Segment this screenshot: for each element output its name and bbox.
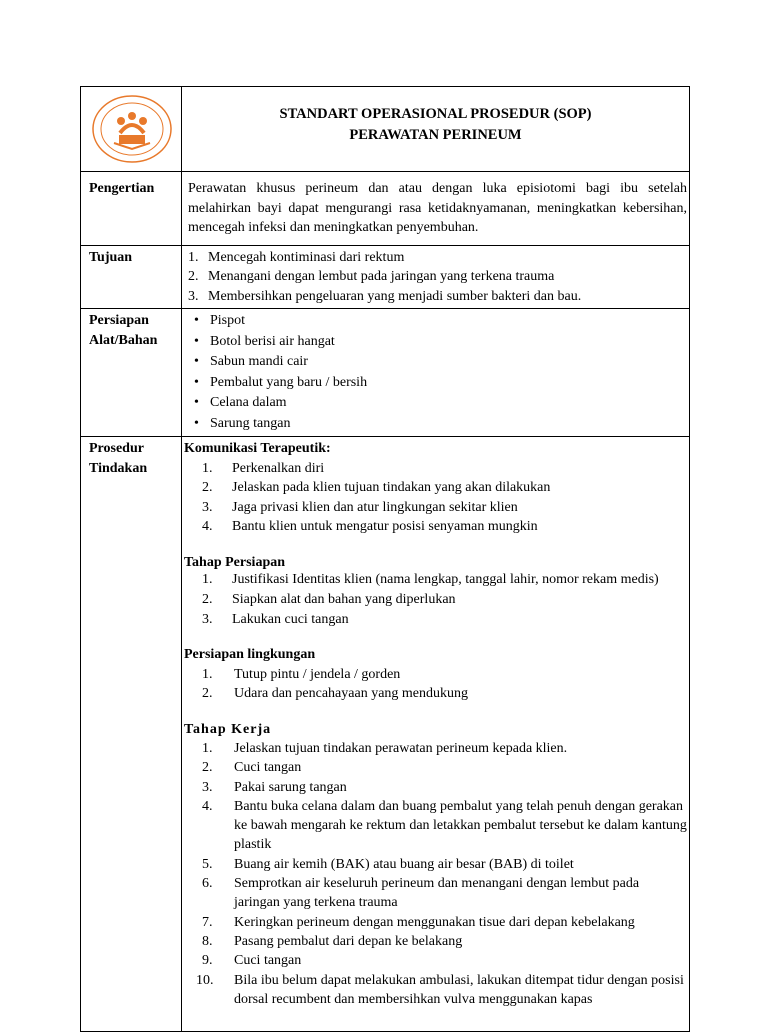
list-item: 2. Jelaskan pada klien tujuan tindakan yang akan dilakukan xyxy=(202,480,551,495)
list-item: 1. Mencegah kontiminasi dari rektum xyxy=(188,249,405,265)
title-cell xyxy=(182,87,690,172)
list-item: • Pembalut yang baru / bersih xyxy=(194,374,368,390)
pengertian-row xyxy=(81,172,690,246)
list-item: 4. Bantu klien untuk mengatur posisi senyaman mungkin xyxy=(202,519,538,534)
tujuan-row xyxy=(81,245,690,309)
tujuan-label: Tujuan xyxy=(81,245,182,309)
document-title: STANDART OPERASIONAL PROSEDUR (SOP) xyxy=(279,106,592,122)
persiapan-row xyxy=(81,309,690,437)
section-title: Komunikasi Terapeutik: xyxy=(184,441,331,456)
prosedur-content xyxy=(182,437,690,1032)
header-row xyxy=(81,87,690,172)
list-item: • Botol berisi air hangat xyxy=(194,333,335,349)
document-subtitle: PERAWATAN PERINEUM xyxy=(349,127,522,143)
list-item: 2. Udara dan pencahayaan yang mendukung xyxy=(202,686,469,701)
list-item: 8. Pasang pembalut dari depan ke belakang xyxy=(202,933,463,949)
section-title: Persiapan lingkungan xyxy=(184,647,316,662)
list-item: 2. Cuci tangan xyxy=(202,760,302,776)
list-item: 6. Semprotkan air keseluruh perineum dan menangani dengan lembut pada jaringan yang terkena trauma xyxy=(202,876,640,911)
persiapan-label: Persiapan Alat/Bahan xyxy=(81,309,182,437)
prosedur-label: Prosedur Tindakan xyxy=(81,437,182,1032)
list-item: 1. Justifikasi Identitas klien (nama lengkap, tanggal lahir, nomor rekam medis) xyxy=(202,572,659,587)
list-item: • Pispot xyxy=(194,313,246,328)
institution-logo xyxy=(90,93,174,165)
list-item: 4. Bantu buka celana dalam dan buang pembalut yang telah penuh dengan gerakan ke bawah mengarah ke rektum dan letakkan pembalut tersebut ke dalam kantung plastik xyxy=(202,798,687,853)
pengertian-text: Perawatan khusus perineum dan atau dengan luka episiotomi bagi ibu setelah melahirkan bayi dapat mengurangi rasa ketidaknyamanan, meningkatkan kebersihan, mencegah infeksi dan meningkatkan penyembuhan. xyxy=(182,172,690,246)
list-item: 2. Menangani dengan lembut pada jaringan yang terkena trauma xyxy=(188,269,555,284)
list-item: 1. Perkenalkan diri xyxy=(202,460,325,476)
list-item: • Sarung tangan xyxy=(194,415,291,431)
list-item: 2. Siapkan alat dan bahan yang diperlukan xyxy=(202,592,456,607)
sop-table xyxy=(80,86,690,1032)
list-item: 3. Jaga privasi klien dan atur lingkungan sekitar klien xyxy=(202,499,518,515)
section-title: Tahap Persiapan xyxy=(184,554,286,570)
list-item: • Sabun mandi cair xyxy=(194,354,308,369)
list-item: 7. Keringkan perineum dengan menggunakan tisue dari depan kebelakang xyxy=(202,914,635,930)
pengertian-label: Pengertian xyxy=(81,172,182,246)
list-item: 5. Buang air kemih (BAK) atau buang air besar (BAB) di toilet xyxy=(202,856,574,872)
list-item: 3. Pakai sarung tangan xyxy=(202,779,347,795)
section-title: Tahap Kerja xyxy=(184,721,272,737)
list-item: • Celana dalam xyxy=(194,395,287,410)
list-item: 1. Jelaskan tujuan tindakan perawatan perineum kepada klien. xyxy=(202,741,568,756)
list-item: 3. Membersihkan pengeluaran yang menjadi sumber bakteri dan bau. xyxy=(188,288,582,304)
prosedur-row xyxy=(81,437,690,1032)
list-item: 3. Lakukan cuci tangan xyxy=(202,611,349,627)
persiapan-list xyxy=(182,309,690,437)
list-item: 9. Cuci tangan xyxy=(202,953,302,969)
list-item: 10. Bila ibu belum dapat melakukan ambulasi, lakukan ditempat tidur dengan posisi dorsal recumbent dan membersihkan vulva menggunakan kapas xyxy=(196,972,684,1007)
list-item: 1. Tutup pintu / jendela / gorden xyxy=(202,666,401,682)
tujuan-list xyxy=(182,245,690,309)
logo-cell xyxy=(81,87,182,172)
